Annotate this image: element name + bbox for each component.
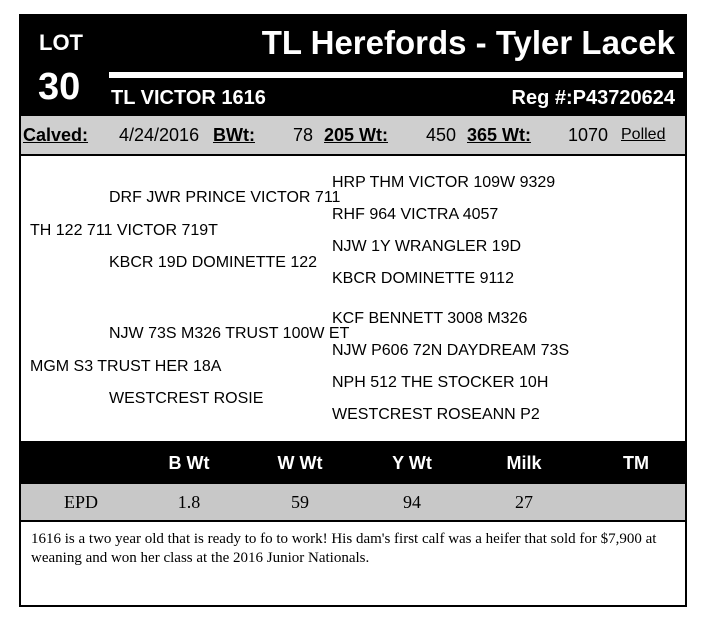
epd-value-milk: 27 [515,492,533,512]
wt205-value: 450 [426,125,457,145]
wt205-label: 205 Wt: [324,125,389,145]
dd-dam: WESTCREST ROSEANN P2 [332,406,540,423]
lot-label: LOT [39,30,83,55]
wt365-value: 1070 [568,125,609,145]
dam: MGM S3 TRUST HER 18A [30,358,222,375]
calved-label: Calved: [23,125,89,145]
ds-sire: KCF BENNETT 3008 M326 [332,310,528,327]
epd-header-ywt: Y Wt [392,453,432,473]
lot-number: 30 [38,66,81,108]
dd-sire: NPH 512 THE STOCKER 10H [332,374,549,391]
epd-value-row [21,484,685,522]
epd-row-label: EPD [63,492,99,512]
pedigree [21,156,685,441]
dam-sire: NJW 73S M326 TRUST 100W ET [109,325,350,342]
bwt-label: BWt: [213,125,255,145]
wt365-label: 365 Wt: [467,125,532,145]
lot-header [21,16,685,116]
epd-header-row [21,441,685,484]
epd-value-ywt: 94 [403,492,421,512]
epd-header-wwt: W Wt [277,453,323,473]
dam-dam: WESTCREST ROSIE [109,390,264,407]
bwt-value: 78 [293,125,314,145]
sire-dam: KBCR 19D DOMINETTE 122 [109,254,318,271]
lot-card [19,14,687,607]
epd-header-tm: TM [623,453,649,473]
stats-bar [21,116,685,156]
registration-number: Reg #:P43720624 [511,87,675,109]
sd-dam: KBCR DOMINETTE 9112 [332,270,514,287]
sire-sire: DRF JWR PRINCE VICTOR 711 [109,189,341,206]
epd-value-wwt: 59 [291,492,309,512]
ds-dam: NJW P606 72N DAYDREAM 73S [332,342,570,359]
lot-notes: 1616 is a two year old that is ready to fo to work! His dam's first calf was a heifer that sold for $7,900 at weaning and won her class at the 2016 Junior Nationals. [31,531,657,566]
epd-value-bwt: 1.8 [177,492,201,512]
polled-status: Polled [621,126,666,143]
ss-dam: RHF 964 VICTRA 4057 [332,206,499,223]
animal-name: TL VICTOR 1616 [111,87,266,109]
header-divider [109,72,683,78]
epd-header-milk: Milk [506,453,542,473]
epd-header-bwt: B Wt [168,453,210,473]
sire: TH 122 711 VICTOR 719T [30,222,218,239]
ss-sire: HRP THM VICTOR 109W 9329 [332,174,556,191]
calved-value: 4/24/2016 [119,125,200,145]
farm-name: TL Herefords - Tyler Lacek [261,24,675,61]
sd-sire: NJW 1Y WRANGLER 19D [332,238,522,255]
